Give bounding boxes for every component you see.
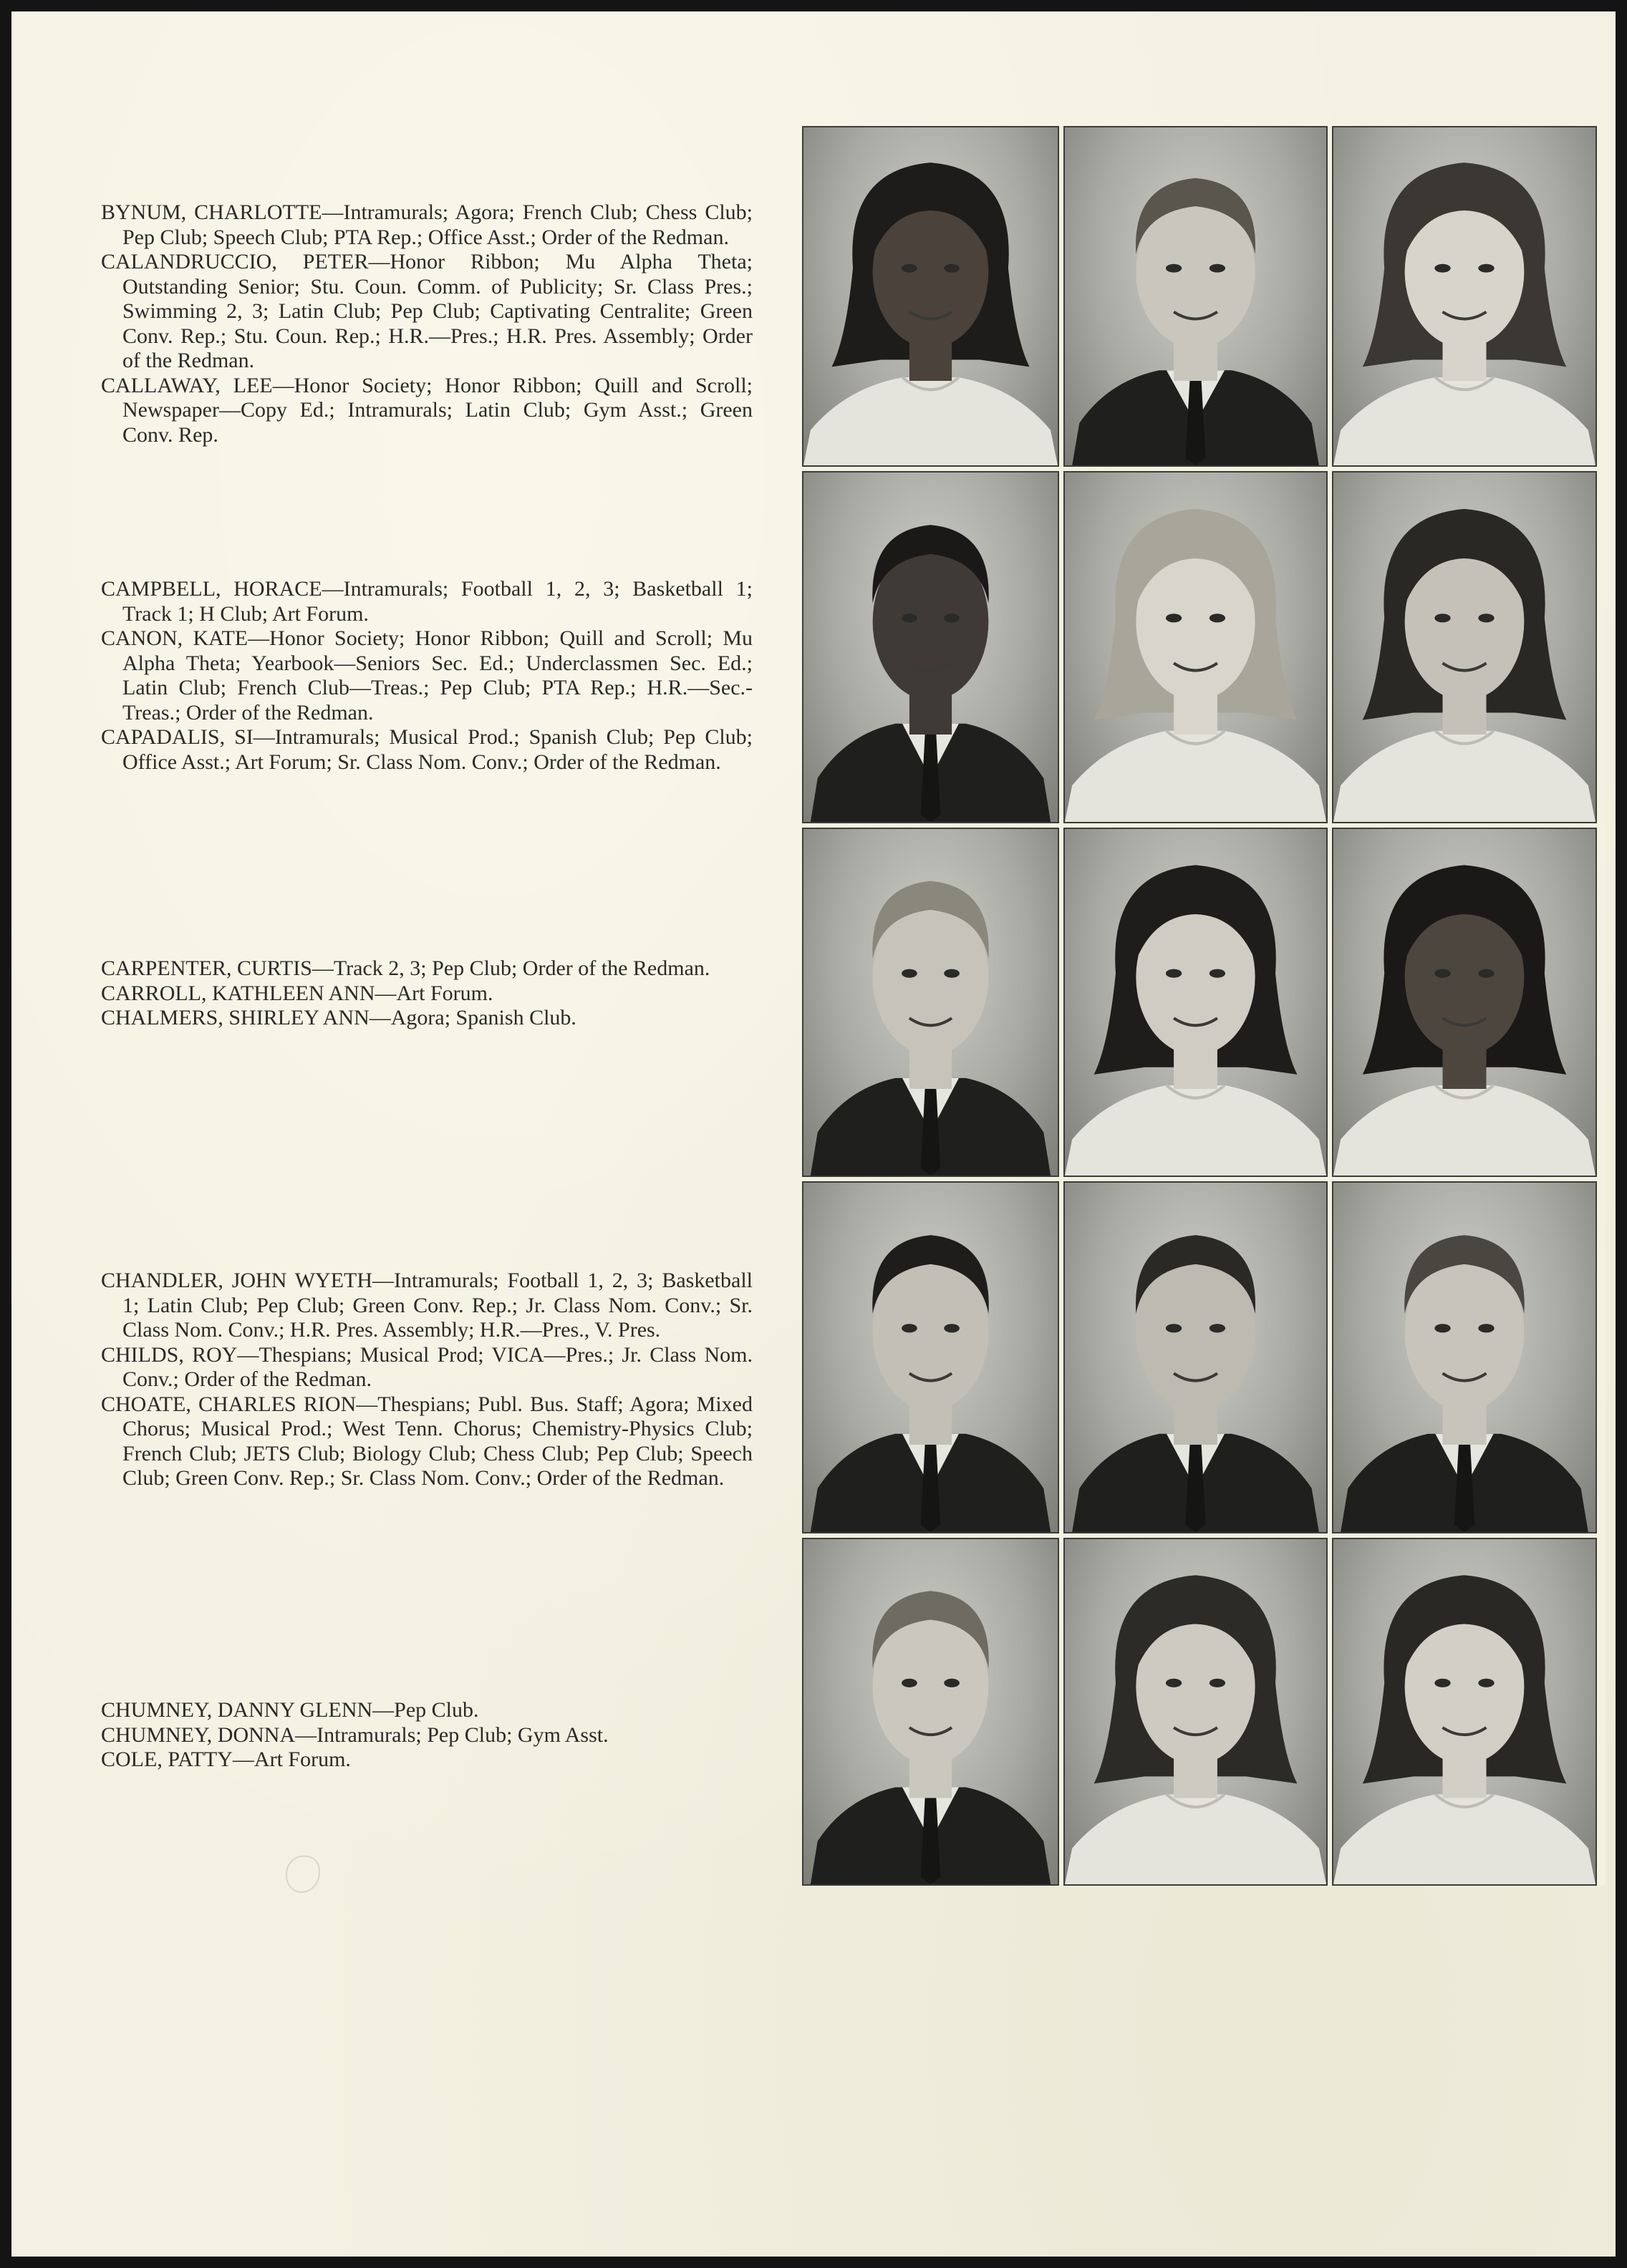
entry-chumney-donna: CHUMNEY, DONNA—Intramurals; Pep Club; Gym Asst.: [101, 1722, 609, 1747]
student-portrait: [802, 126, 1059, 467]
student-portrait: [1063, 828, 1328, 1177]
portrait-image: [1333, 127, 1595, 465]
entry-group-1: [101, 200, 753, 447]
portrait-image: [1065, 472, 1326, 822]
portrait-image: [1333, 472, 1595, 822]
student-portrait: [802, 1181, 1059, 1533]
student-portrait: [1332, 828, 1597, 1177]
student-portrait: [1063, 126, 1328, 467]
student-portrait: [1332, 1181, 1597, 1533]
entry-childs-roy: CHILDS, ROY—Thespians; Musical Prod; VICA—Pres.; Jr. Class Nom. Conv.; Order of the Redman.: [101, 1342, 753, 1391]
student-portrait: [1332, 471, 1597, 823]
entry-choate-charles: CHOATE, CHARLES RION—Thespians; Publ. Bus. Staff; Agora; Mixed Chorus; Musical Prod.; West Tenn. Chorus; Chemistry-Physics Club; French Club; JETS Club; Biology Club; Chess Club; Pep Club; Speech Club; Green Conv. Rep.; Sr. Class Nom. Conv.; Order of the Redman.: [101, 1392, 753, 1490]
entry-carpenter-curtis: CARPENTER, CURTIS—Track 2, 3; Pep Club; Order of the Redman.: [101, 956, 710, 980]
student-portrait: [802, 1538, 1059, 1886]
portrait-image: [1065, 1183, 1326, 1532]
portrait-image: [1333, 1539, 1595, 1884]
entry-group-4: [101, 1269, 753, 1491]
portrait-image: [803, 127, 1058, 465]
entry-calandruccio-peter: CALANDRUCCIO, PETER—Honor Ribbon; Mu Alpha Theta; Outstanding Senior; Stu. Coun. Comm. of Publicity; Sr. Class Pres.; Swimming 2, 3; Latin Club; Pep Club; Captivating Centralite; Green Conv. Rep.; Stu. Coun. Rep.; H.R.—Pres.; H.R. Pres. Assembly; Order of the Redman.: [101, 250, 753, 372]
yearbook-page: [11, 11, 1616, 2257]
portrait-image: [803, 1183, 1058, 1532]
student-portrait: [1063, 1181, 1328, 1533]
entry-group-5: [101, 1698, 753, 1773]
portrait-image: [1065, 127, 1326, 465]
page-stain: [286, 1856, 320, 1893]
portrait-image: [1333, 1183, 1595, 1532]
entry-group-2: [101, 577, 753, 775]
student-portrait: [802, 471, 1059, 823]
student-portrait: [802, 828, 1059, 1177]
portrait-grid: [802, 126, 1606, 1886]
portrait-image: [803, 472, 1058, 822]
entry-chumney-danny: CHUMNEY, DANNY GLENN—Pep Club.: [101, 1698, 479, 1722]
portrait-image: [1065, 829, 1326, 1176]
entry-carroll-kathleen: CARROLL, KATHLEEN ANN—Art Forum.: [101, 981, 493, 1005]
portrait-image: [1333, 829, 1595, 1176]
entry-group-3: [101, 956, 753, 1031]
student-portrait: [1063, 1538, 1328, 1886]
entry-campbell-horace: CAMPBELL, HORACE—Intramurals; Football 1, 2, 3; Basketball 1; Track 1; H Club; Art Forum.: [101, 577, 753, 626]
student-portrait: [1332, 126, 1597, 467]
entry-chalmers-shirley: CHALMERS, SHIRLEY ANN—Agora; Spanish Club.: [101, 1006, 576, 1029]
student-portrait: [1332, 1538, 1597, 1886]
entry-canon-kate: CANON, KATE—Honor Society; Honor Ribbon; Quill and Scroll; Mu Alpha Theta; Yearbook—Seniors Sec. Ed.; Underclassmen Sec. Ed.; Latin Club; French Club—Treas.; Pep Club; PTA Rep.; H.R.—Sec.-Treas.; Order of the Redman.: [101, 626, 753, 724]
entry-capadalis-si: CAPADALIS, SI—Intramurals; Musical Prod.; Spanish Club; Pep Club; Office Asst.; Art Forum; Sr. Class Nom. Conv.; Order of the Redman.: [101, 725, 753, 774]
portrait-image: [803, 1539, 1058, 1884]
student-portrait: [1063, 471, 1328, 823]
portrait-image: [803, 829, 1058, 1176]
portrait-image: [1065, 1539, 1326, 1884]
entry-cole-patty: COLE, PATTY—Art Forum.: [101, 1748, 351, 1771]
entry-chandler-john: CHANDLER, JOHN WYETH—Intramurals; Football 1, 2, 3; Basketball 1; Latin Club; Pep Club; Green Conv. Rep.; Jr. Class Nom. Conv.; Sr. Class Nom. Conv.; H.R. Pres. Assembly; H.R.—Pres., V. Pres.: [101, 1269, 753, 1342]
entry-bynum-charlotte: BYNUM, CHARLOTTE—Intramurals; Agora; French Club; Chess Club; Pep Club; Speech Club; PTA Rep.; Office Asst.; Order of the Redman.: [101, 200, 753, 249]
entry-callaway-lee: CALLAWAY, LEE—Honor Society; Honor Ribbon; Quill and Scroll; Newspaper—Copy Ed.; Intramurals; Latin Club; Gym Asst.; Green Conv. Rep.: [101, 373, 753, 447]
